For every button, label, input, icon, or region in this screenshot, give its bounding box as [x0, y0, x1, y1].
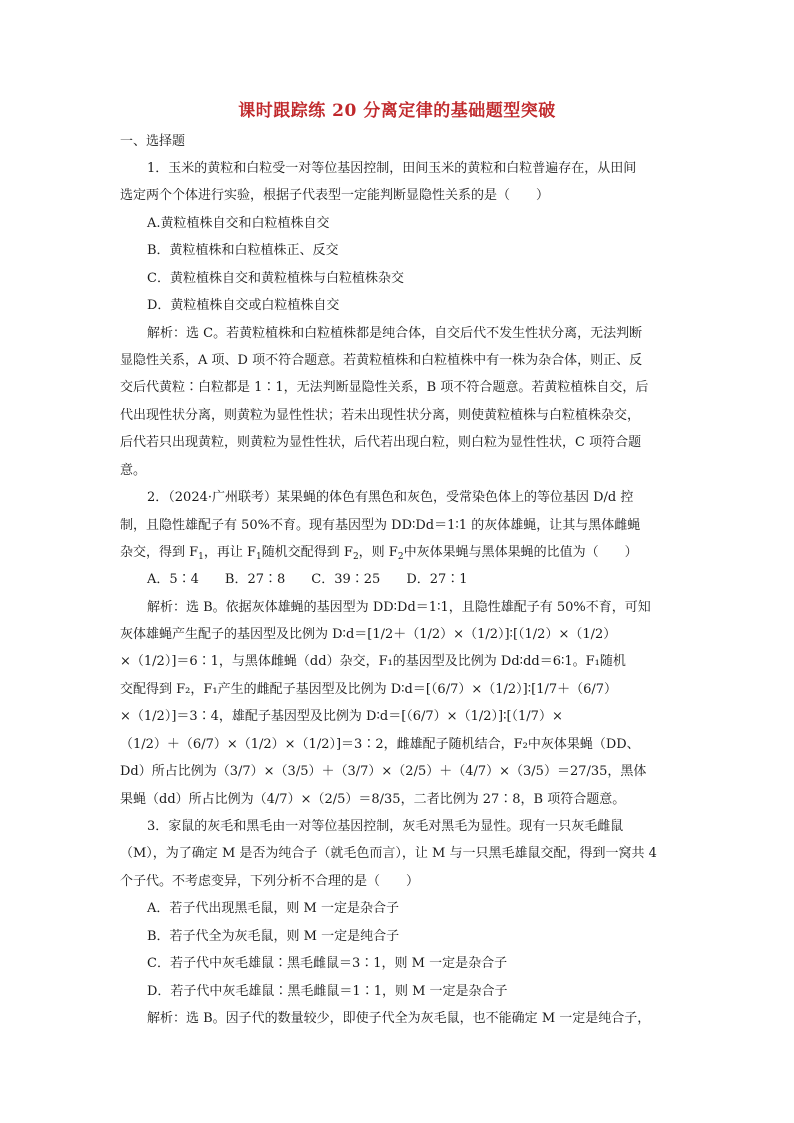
q2-analysis-line: 灰体雄蝇产生配子的基因型及比例为 D∶d＝[1/2＋（1/2）×（1/2）]∶[（1/2）×（1/2）	[120, 627, 617, 642]
q3-option-b: B．若子代全为灰毛鼠，则 M 一定是纯合子	[147, 929, 400, 944]
q2-stem-line: 杂交，得到 $F_1$，再让 $F_1$随机交配得到 $F_2$，则 $F_2$中灰体果蝇与黑体果蝇的比值为（ ）	[120, 545, 638, 562]
q2-analysis-line: 果蝇（dd）所占比例为（4/7）×（2/5）＝8/35，二者比例为 27∶8，B 项符合题意。	[120, 792, 626, 807]
q1-analysis-line: 显隐性关系，A 项、D 项不符合题意。若黄粒植株和白粒植株中有一株为杂合体，则正、反	[120, 353, 643, 368]
q2-stem-line: 制，且隐性雄配子有 50%不育。现有基因型为 DD∶Dd＝1∶1 的灰体雄蝇，让其与黑体雌蝇	[120, 518, 641, 533]
q2-analysis-line: Dd）所占比例为（3/7）×（3/5）＋（3/7）×（2/5）＋（4/7）×（3/5）＝27/35，黑体	[120, 764, 647, 779]
q1-option-d: D．黄粒植株自交或白粒植株自交	[147, 298, 340, 313]
q2-analysis-line: 交配得到 F₂，F₁产生的雌配子基因型及比例为 D∶d＝[（6/7）×（1/2）]∶[1/7＋（6/7）	[120, 682, 618, 697]
q1-option-b: B．黄粒植株和白粒植株正、反交	[147, 243, 339, 258]
q2-options: A．5∶4 B．27∶8 C．39∶25 D．27∶1	[147, 572, 468, 587]
q1-stem-line: 1．玉米的黄粒和白粒受一对等位基因控制，田间玉米的黄粒和白粒普遍存在，从田间	[147, 161, 637, 176]
q1-analysis-line: 后代若只出现黄粒，则黄粒为显性性状，后代若出现白粒，则白粒为显性性状，C 项符合题	[120, 435, 642, 450]
q2-analysis-line: （1/2）＋（6/7）×（1/2）×（1/2）]＝3∶2，雌雄配子随机结合，F₂中灰体果蝇（DD、	[120, 737, 640, 752]
q2-analysis-line: 解析：选 B。依据灰体雄蝇的基因型为 DD∶Dd＝1∶1，且隐性雄配子有 50%不育，可知	[147, 600, 651, 615]
q2-analysis-line: ×（1/2）]＝6∶1，与黑体雌蝇（dd）杂交，F₁的基因型及比例为 Dd∶dd＝6∶1。F₁随机	[120, 654, 626, 669]
q2-analysis-line: ×（1/2）]＝3∶4，雄配子基因型及比例为 D∶d＝[（6/7）×（1/2）]∶[（1/7）×	[120, 709, 563, 724]
q3-stem-line: 个子代。不考虑变异，下列分析不合理的是（ ）	[120, 874, 420, 889]
q1-analysis-line: 解析：选 C。若黄粒植株和白粒植株都是纯合体，自交后代不发生性状分离，无法判断	[147, 326, 643, 341]
q1-option-a: A.黄粒植株自交和白粒植株自交	[147, 216, 330, 231]
page-title: 课时跟踪练 20 分离定律的基础题型突破	[238, 101, 556, 121]
q1-analysis-line: 意。	[120, 463, 147, 478]
section-heading: 一、选择题	[120, 134, 186, 149]
q1-option-c: C．黄粒植株自交和黄粒植株与白粒植株杂交	[147, 271, 404, 286]
q1-analysis-line: 代出现性状分离，则黄粒为显性性状；若未出现性状分离，则使黄粒植株与白粒植株杂交，	[120, 408, 641, 423]
q3-option-d: D．若子代中灰毛雄鼠∶黑毛雌鼠＝1∶1，则 M 一定是杂合子	[147, 984, 508, 999]
q1-stem-line: 选定两个个体进行实验，根据子代表型一定能判断显隐性关系的是（ ）	[120, 188, 550, 203]
q3-stem-line: 3．家鼠的灰毛和黑毛由一对等位基因控制，灰毛对黑毛为显性。现有一只灰毛雌鼠	[147, 819, 624, 834]
q3-analysis-line: 解析：选 B。因子代的数量较少，即使子代全为灰毛鼠，也不能确定 M 一定是纯合子，	[147, 1011, 651, 1026]
q3-option-c: C．若子代中灰毛雄鼠∶黑毛雌鼠＝3∶1，则 M 一定是杂合子	[147, 956, 508, 971]
q3-option-a: A．若子代出现黑毛鼠，则 M 一定是杂合子	[147, 901, 399, 916]
q1-analysis-line: 交后代黄粒∶白粒都是 1∶1，无法判断显隐性关系，B 项不符合题意。若黄粒植株自交，后	[120, 380, 649, 395]
q3-stem-line: （M），为了确定 M 是否为纯合子（就毛色而言），让 M 与一只黑毛雄鼠交配，得到一窝共 4	[120, 846, 657, 861]
q2-stem-line: 2．（2024·广州联考）某果蝇的体色有黑色和灰色，受常染色体上的等位基因 D/d 控	[147, 490, 634, 505]
